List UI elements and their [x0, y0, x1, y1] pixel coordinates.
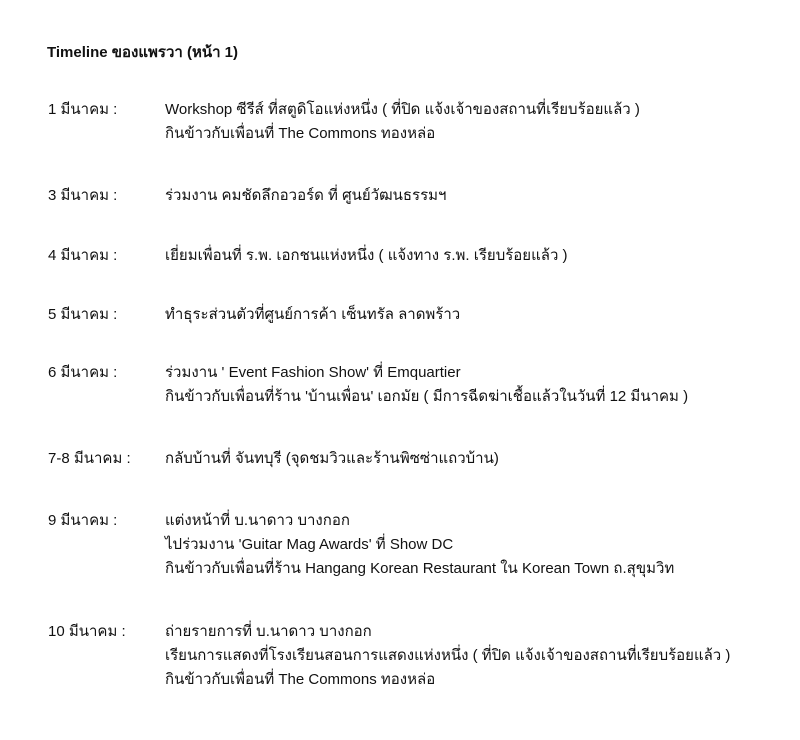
activity-line: กินข้าวกับเพื่อนที่ร้าน Hangang Korean Restaurant ใน Korean Town ถ.สุขุมวิท [165, 560, 675, 577]
entry-date: 10 มีนาคม : [48, 623, 126, 640]
activity-line: แต่งหน้าที่ บ.นาดาว บางกอก [165, 512, 350, 529]
activity-line: ไปร่วมงาน 'Guitar Mag Awards' ที่ Show DC [165, 536, 454, 553]
activity-line: Workshop ซีรีส์ ที่สตูดิโอแห่งหนึ่ง ( ที่ปิด แจ้งเจ้าของสถานที่เรียบร้อยแล้ว ) [165, 101, 640, 118]
timeline-entry-mar-5 [48, 303, 793, 327]
activity-line: เรียนการแสดงที่โรงเรียนสอนการแสดงแห่งหนึ่ง ( ที่ปิด แจ้งเจ้าของสถานที่เรียบร้อยแล้ว ) [165, 647, 731, 664]
timeline-entry-mar-1 [48, 98, 793, 146]
entry-date: 4 มีนาคม : [48, 247, 118, 264]
timeline-entry-mar-6 [48, 361, 793, 409]
entry-activities [165, 184, 793, 208]
entry-date: 7-8 มีนาคม : [48, 450, 131, 467]
entry-date: 9 มีนาคม : [48, 512, 118, 529]
activity-line: ถ่ายรายการที่ บ.นาดาว บางกอก [165, 623, 372, 640]
activity-line: กินข้าวกับเพื่อนที่ร้าน 'บ้านเพื่อน' เอกมัย ( มีการฉีดฆ่าเชื้อแล้วในวันที่ 12 มีนาคม ) [165, 388, 689, 405]
entry-activities [165, 447, 793, 471]
timeline-entry-mar-10 [48, 620, 793, 692]
page-title: Timeline ของแพรวา (หน้า 1) [47, 44, 239, 61]
entry-date: 3 มีนาคม : [48, 187, 118, 204]
activity-line: ทำธุระส่วนตัวที่ศูนย์การค้า เซ็นทรัล ลาดพร้าว [165, 306, 461, 323]
activity-line: ร่วมงาน ' Event Fashion Show' ที่ Emquartier [165, 364, 461, 381]
activity-line: กินข้าวกับเพื่อนที่ The Commons ทองหล่อ [165, 671, 436, 688]
activity-line: เยี่ยมเพื่อนที่ ร.พ. เอกชนแห่งหนึ่ง ( แจ้งทาง ร.พ. เรียบร้อยแล้ว ) [165, 247, 568, 264]
entry-date: 1 มีนาคม : [48, 101, 118, 118]
activity-line: ร่วมงาน คมชัดลึกอวอร์ด ที่ ศูนย์วัฒนธรรมฯ [165, 187, 447, 204]
activity-line: กลับบ้านที่ จันทบุรี (จุดชมวิวและร้านพิซซ่าแถวบ้าน) [165, 450, 499, 467]
entry-date: 6 มีนาคม : [48, 364, 118, 381]
timeline-entry-mar-3 [48, 184, 793, 208]
timeline-entry-mar-4 [48, 244, 793, 268]
entry-activities [165, 244, 793, 268]
entry-activities [165, 98, 793, 146]
timeline-entry-mar-9 [48, 509, 793, 581]
entry-activities [165, 620, 793, 692]
timeline-entry-mar-7-8 [48, 447, 793, 471]
activity-line: กินข้าวกับเพื่อนที่ The Commons ทองหล่อ [165, 125, 436, 142]
entry-activities [165, 361, 793, 409]
entry-activities [165, 509, 793, 581]
entry-date: 5 มีนาคม : [48, 306, 118, 323]
entry-activities [165, 303, 793, 327]
